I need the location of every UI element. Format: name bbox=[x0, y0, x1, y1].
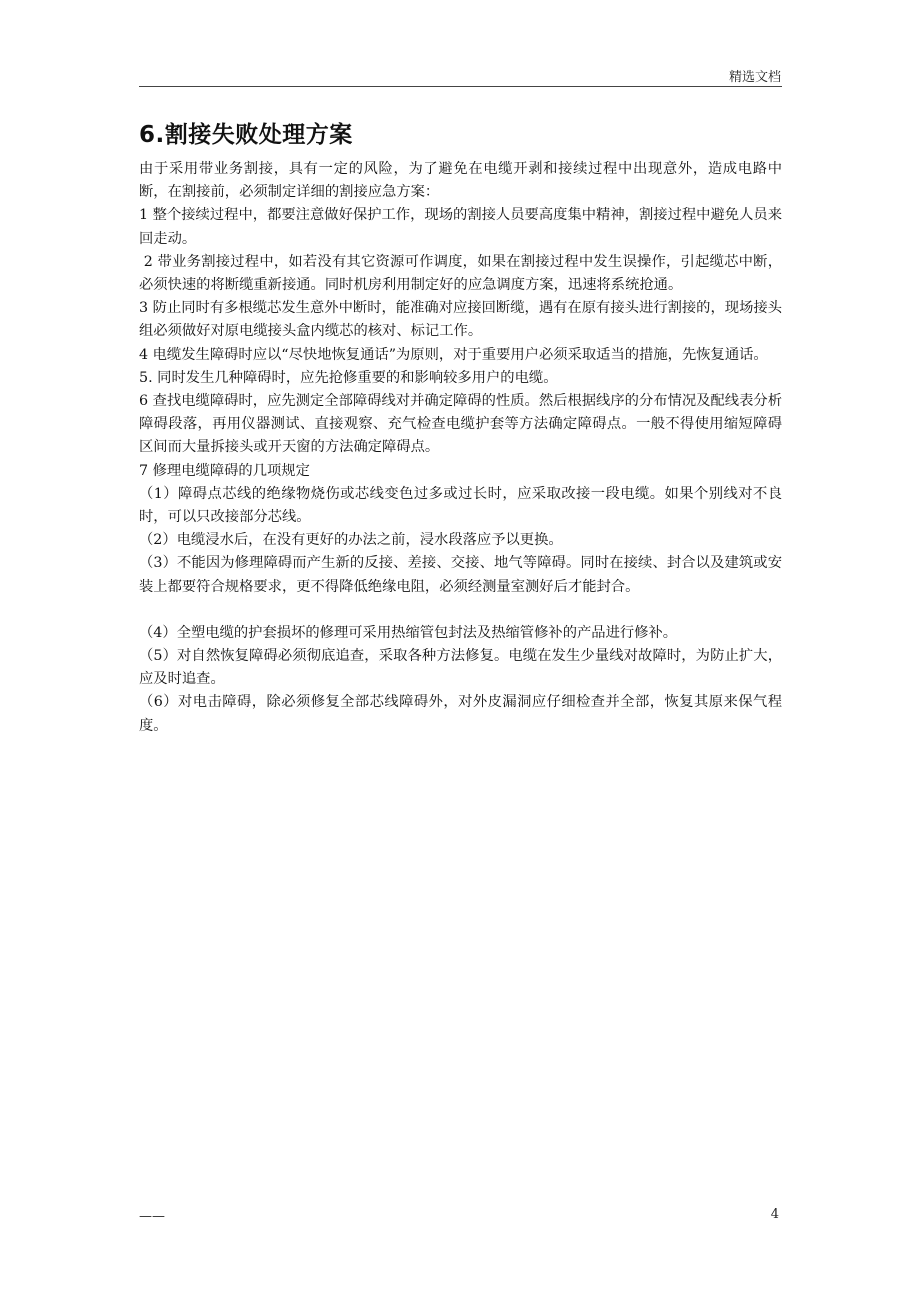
paragraph-rule-5: （5）对自然恢复障碍必须彻底追查，采取各种方法修复。电缆在发生少量线对故障时，为防止扩大，应及时追查。 bbox=[139, 648, 782, 688]
paragraph-rule-1: （1）障碍点芯线的绝缘物烧伤或芯线变色过多或过长时，应采取改接一段电缆。如果个别线对不良时，可以只改接部分芯线。 bbox=[139, 485, 782, 526]
header-divider bbox=[139, 86, 782, 87]
footer-mark: —— bbox=[139, 1209, 165, 1224]
paragraph-item-3: 3 防止同时有多根缆芯发生意外中断时，能准确对应接回断缆，遇有在原有接头进行割接的，现场接头组必须做好对原电缆接头盒内缆芯的核对、标记工作。 bbox=[139, 300, 782, 340]
header-label: 精选文档 bbox=[728, 70, 781, 85]
page-number: 4 bbox=[770, 1207, 779, 1222]
section-title: 6.割接失败处理方案 bbox=[139, 122, 353, 148]
section-content bbox=[139, 118, 782, 738]
paragraph-rule-4: （4）全塑电缆的护套损坏的修理可采用热缩管包封法及热缩管修补的产品进行修补。 bbox=[139, 624, 678, 641]
paragraph-item-5: 5. 同时发生几种障碍时，应先抢修重要的和影响较多用户的电缆。 bbox=[139, 369, 558, 386]
paragraph-item-6: 6 查找电缆障碍时，应先测定全部障碍线对并确定障碍的性质。然后根据线序的分布情况及配线表分析障碍段落，再用仪器测试、直接观察、充气检查电缆护套等方法确定障碍点。一般不得使用缩短障碍区间而大量拆接头或开天窗的方法确定障碍点。 bbox=[139, 393, 782, 456]
paragraph-item-4: 4 电缆发生障碍时应以“尽快地恢复通话”为原则，对于重要用户必须采取适当的措施，先恢复通话。 bbox=[139, 346, 768, 363]
paragraph-intro: 由于采用带业务割接，具有一定的风险，为了避免在电缆开剥和接续过程中出现意外，造成电路中断，在割接前，必须制定详细的割接应急方案： bbox=[139, 161, 782, 201]
paragraph-item-2: 2 带业务割接过程中，如若没有其它资源可作调度，如果在割接过程中发生误操作，引起缆芯中断，必须快速的将断缆重新接通。同时机房利用制定好的应急调度方案，迅速将系统抢通。 bbox=[139, 253, 783, 294]
paragraph-item-1: 1 整个接续过程中，都要注意做好保护工作，现场的割接人员要高度集中精神，割接过程中避免人员来回走动。 bbox=[139, 207, 782, 247]
paragraph-rule-2: （2）电缆浸水后，在没有更好的办法之前，浸水段落应予以更换。 bbox=[139, 532, 563, 549]
paragraph-item-7-heading: 7 修理电缆障碍的几项规定 bbox=[139, 462, 310, 479]
blank-line bbox=[139, 599, 782, 622]
paragraph-rule-6: （6）对电击障碍，除必须修复全部芯线障碍外，对外皮漏洞应仔细检查并全部，恢复其原来保气程度。 bbox=[139, 694, 782, 734]
paragraph-rule-3: （3）不能因为修理障碍而产生新的反接、差接、交接、地气等障碍。同时在接续、封合以及建筑或安装上都要符合规格要求，更不得降低绝缘电阻，必须经测量室测好后才能封合。 bbox=[139, 555, 782, 595]
